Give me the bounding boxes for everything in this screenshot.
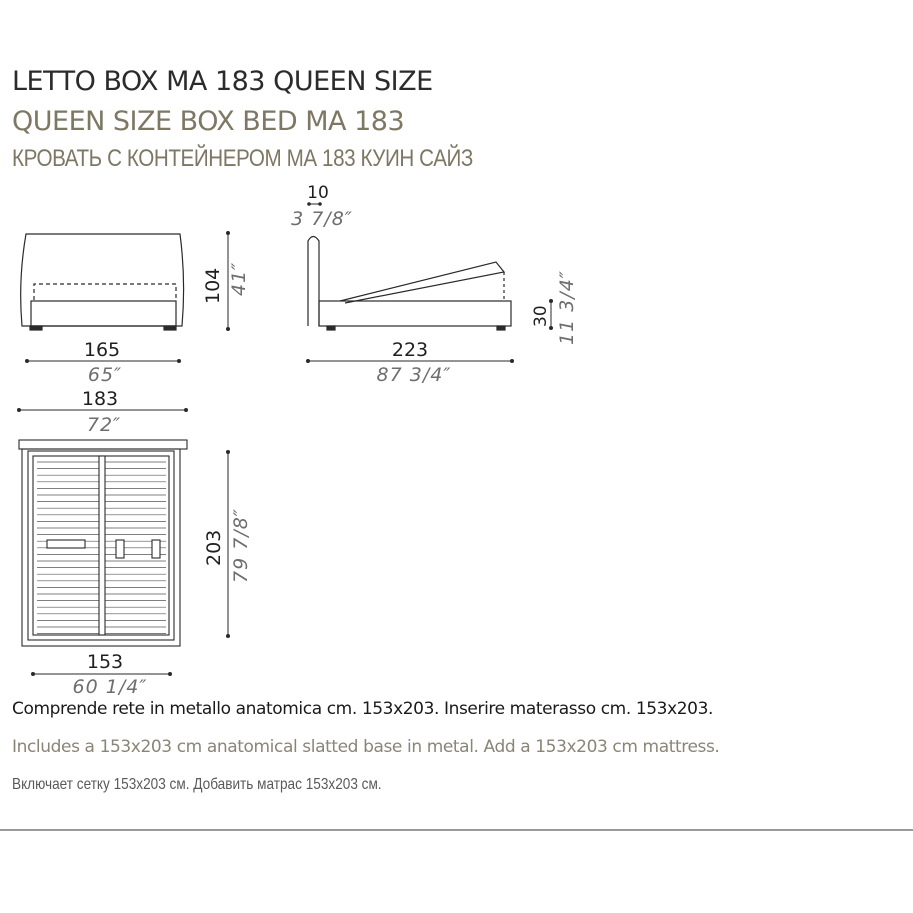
slat-width-dimension <box>31 651 172 698</box>
note-english: Includes a 153x203 cm anatomical slatted base in metal. Add a 153x203 cm mattress. <box>12 737 720 757</box>
title-english: QUEEN SIZE BOX BED MA 183 <box>12 106 405 137</box>
height-cm-label: 104 <box>202 267 224 304</box>
slat-width-in-label: 60 1/4″ <box>72 676 148 698</box>
headboard-thickness-dimension <box>291 183 353 230</box>
plan-width-dimension <box>17 388 188 436</box>
front-width-cm-label: 165 <box>83 339 121 361</box>
title-italian: LETTO BOX MA 183 QUEEN SIZE <box>12 66 433 97</box>
front-width-in-label: 65″ <box>87 364 123 386</box>
side-length-cm-label: 223 <box>391 339 429 361</box>
front-foot-right <box>164 326 176 330</box>
base-height-in-label: 11 3/4″ <box>556 270 578 345</box>
base-height-dimension <box>531 270 578 345</box>
plan-center-rail <box>99 456 105 635</box>
front-base <box>31 301 176 326</box>
side-foot-left <box>327 326 335 330</box>
headboard-thickness-cm-label: 10 <box>307 183 329 203</box>
side-foot-right <box>497 326 505 330</box>
plan-headboard <box>19 440 187 449</box>
plan-width-in-label: 72″ <box>86 414 122 436</box>
side-view <box>308 237 511 331</box>
front-height-dimension <box>202 231 250 331</box>
height-in-label: 41″ <box>228 261 250 296</box>
front-view <box>21 234 184 330</box>
plan-length-dimension <box>203 450 252 638</box>
headboard-thickness-in-label: 3 7/8″ <box>291 208 353 230</box>
title-russian: КРОВАТЬ С КОНТЕЙНЕРОМ МА 183 КУИН САЙЗ <box>12 145 473 172</box>
plan-width-cm-label: 183 <box>81 388 119 410</box>
bottom-divider <box>0 829 913 831</box>
front-width-dimension <box>25 339 181 386</box>
plan-length-cm-label: 203 <box>203 529 225 566</box>
side-length-dimension <box>306 339 514 386</box>
plan-length-in-label: 79 7/8″ <box>230 508 252 583</box>
side-headboard <box>308 237 319 327</box>
plan-view <box>19 440 187 646</box>
note-russian: Включает сетку 153x203 см. Добавить матрас 153x203 см. <box>12 776 382 793</box>
front-mattress-dashed <box>34 284 176 300</box>
note-italian: Comprende rete in metallo anatomica cm. 153x203. Inserire materasso cm. 153x203. <box>12 699 713 719</box>
side-base <box>319 301 511 326</box>
side-lifted-frame <box>340 262 504 303</box>
slat-width-cm-label: 153 <box>86 651 124 673</box>
front-foot-left <box>30 326 42 330</box>
side-length-in-label: 87 3/4″ <box>376 364 452 386</box>
base-height-cm-label: 30 <box>531 305 551 327</box>
front-headboard-outline <box>21 234 184 326</box>
